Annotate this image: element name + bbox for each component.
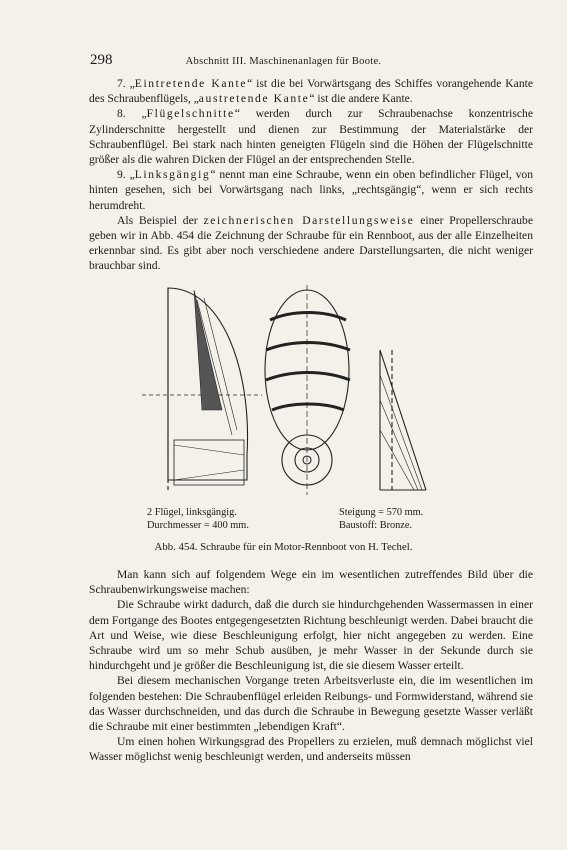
running-head: Abschnitt III. Maschinenanlagen für Boote.	[185, 56, 382, 67]
caption-diameter: Durchmesser = 400 mm.	[147, 520, 249, 531]
para-2: Die Schraube wirkt dadurch, daß die durch sie hindurchgehenden Wassermassen in einer dem Fortgange des Bootes entgegengesetzten Richtung beschleunigt werden. Dabei braucht die Art und Weise, wie diese Beschleunigung erfolgt, hier nicht angegeben zu werden. Eine Schraube wird um so mehr Schub ausüben, je mehr Wasser in der Sekunde durch sie hindurchgeht und je größer die Beschleunigung ist, die sie diesem Wasser erteilt.	[89, 598, 533, 673]
intro-paragraph: Als Beispiel der zeichnerischen Darstellungsweise einer Propellerschraube geben wir in Abb. 454 die Zeichnung der Schraube für ein Rennboot, aus der alle Einzelheiten erkennbar sind. Es gibt aber noch verschiedene andere Darstellungsarten, die nicht weniger brauchbar sind.	[89, 213, 533, 273]
caption-blades: 2 Flügel, linksgängig.	[147, 507, 237, 518]
definitions-block	[89, 76, 533, 274]
para-3: Bei diesem mechanischen Vorgange treten Arbeitsverluste ein, die im wesentlichen im folgenden bestehen: Die Schraubenflügel erleiden Reibungs- und Formwiderstand, während sie das Wasser durchschneiden, und das durch die Schraube in Bewegung gesetzte Wasser verläßt die Schraube mit einer bestimmten „lebendigen Kraft“.	[89, 674, 533, 734]
item-9: 9. „Linksgängig“ nennt man eine Schraube, wenn ein oben befindlicher Flügel, von hinten gesehen, sich bei Vorwärtsgang nach links, „rechtsgängig“, wenn er sich rechts herumdreht.	[89, 168, 534, 212]
para-1: Man kann sich auf folgendem Wege ein im wesentlichen zutreffendes Bild über die Schraubenwirkungsweise machen:	[89, 568, 533, 597]
caption-material: Baustoff: Bronze.	[339, 520, 413, 531]
para-4: Um einen hohen Wirkungsgrad des Propellers zu erzielen, muß demnach möglichst viel Wasser möglichst wenig beschleunigt werden, und anderseits müssen	[89, 735, 533, 764]
figure-caption: Abb. 454. Schraube für ein Motor-Rennboot von H. Techel.	[154, 541, 413, 553]
propeller-drawing	[142, 280, 432, 500]
item-8: 8. „Flügelschnitte“ werden durch zur Schraubenachse konzentrische Zylinderschnitte hergestellt und dienen zur Bestimmung der Materialstärke der Schraubenflügel. Bei stark nach hinten geneigten Flügeln sind die Höhen der Flügelschnitte größer als die wahren Dicken der Flügel an der entsprechenden Stelle.	[89, 107, 534, 167]
page-number: 298	[90, 52, 113, 68]
item-7: 7. „Eintretende Kante“ ist die bei Vorwärtsgang des Schiffes vorangehende Kante des Schraubenflügels, „austretende Kante“ ist die andere Kante.	[89, 77, 533, 106]
body-block	[89, 567, 533, 765]
caption-pitch: Steigung = 570 mm.	[339, 507, 424, 518]
